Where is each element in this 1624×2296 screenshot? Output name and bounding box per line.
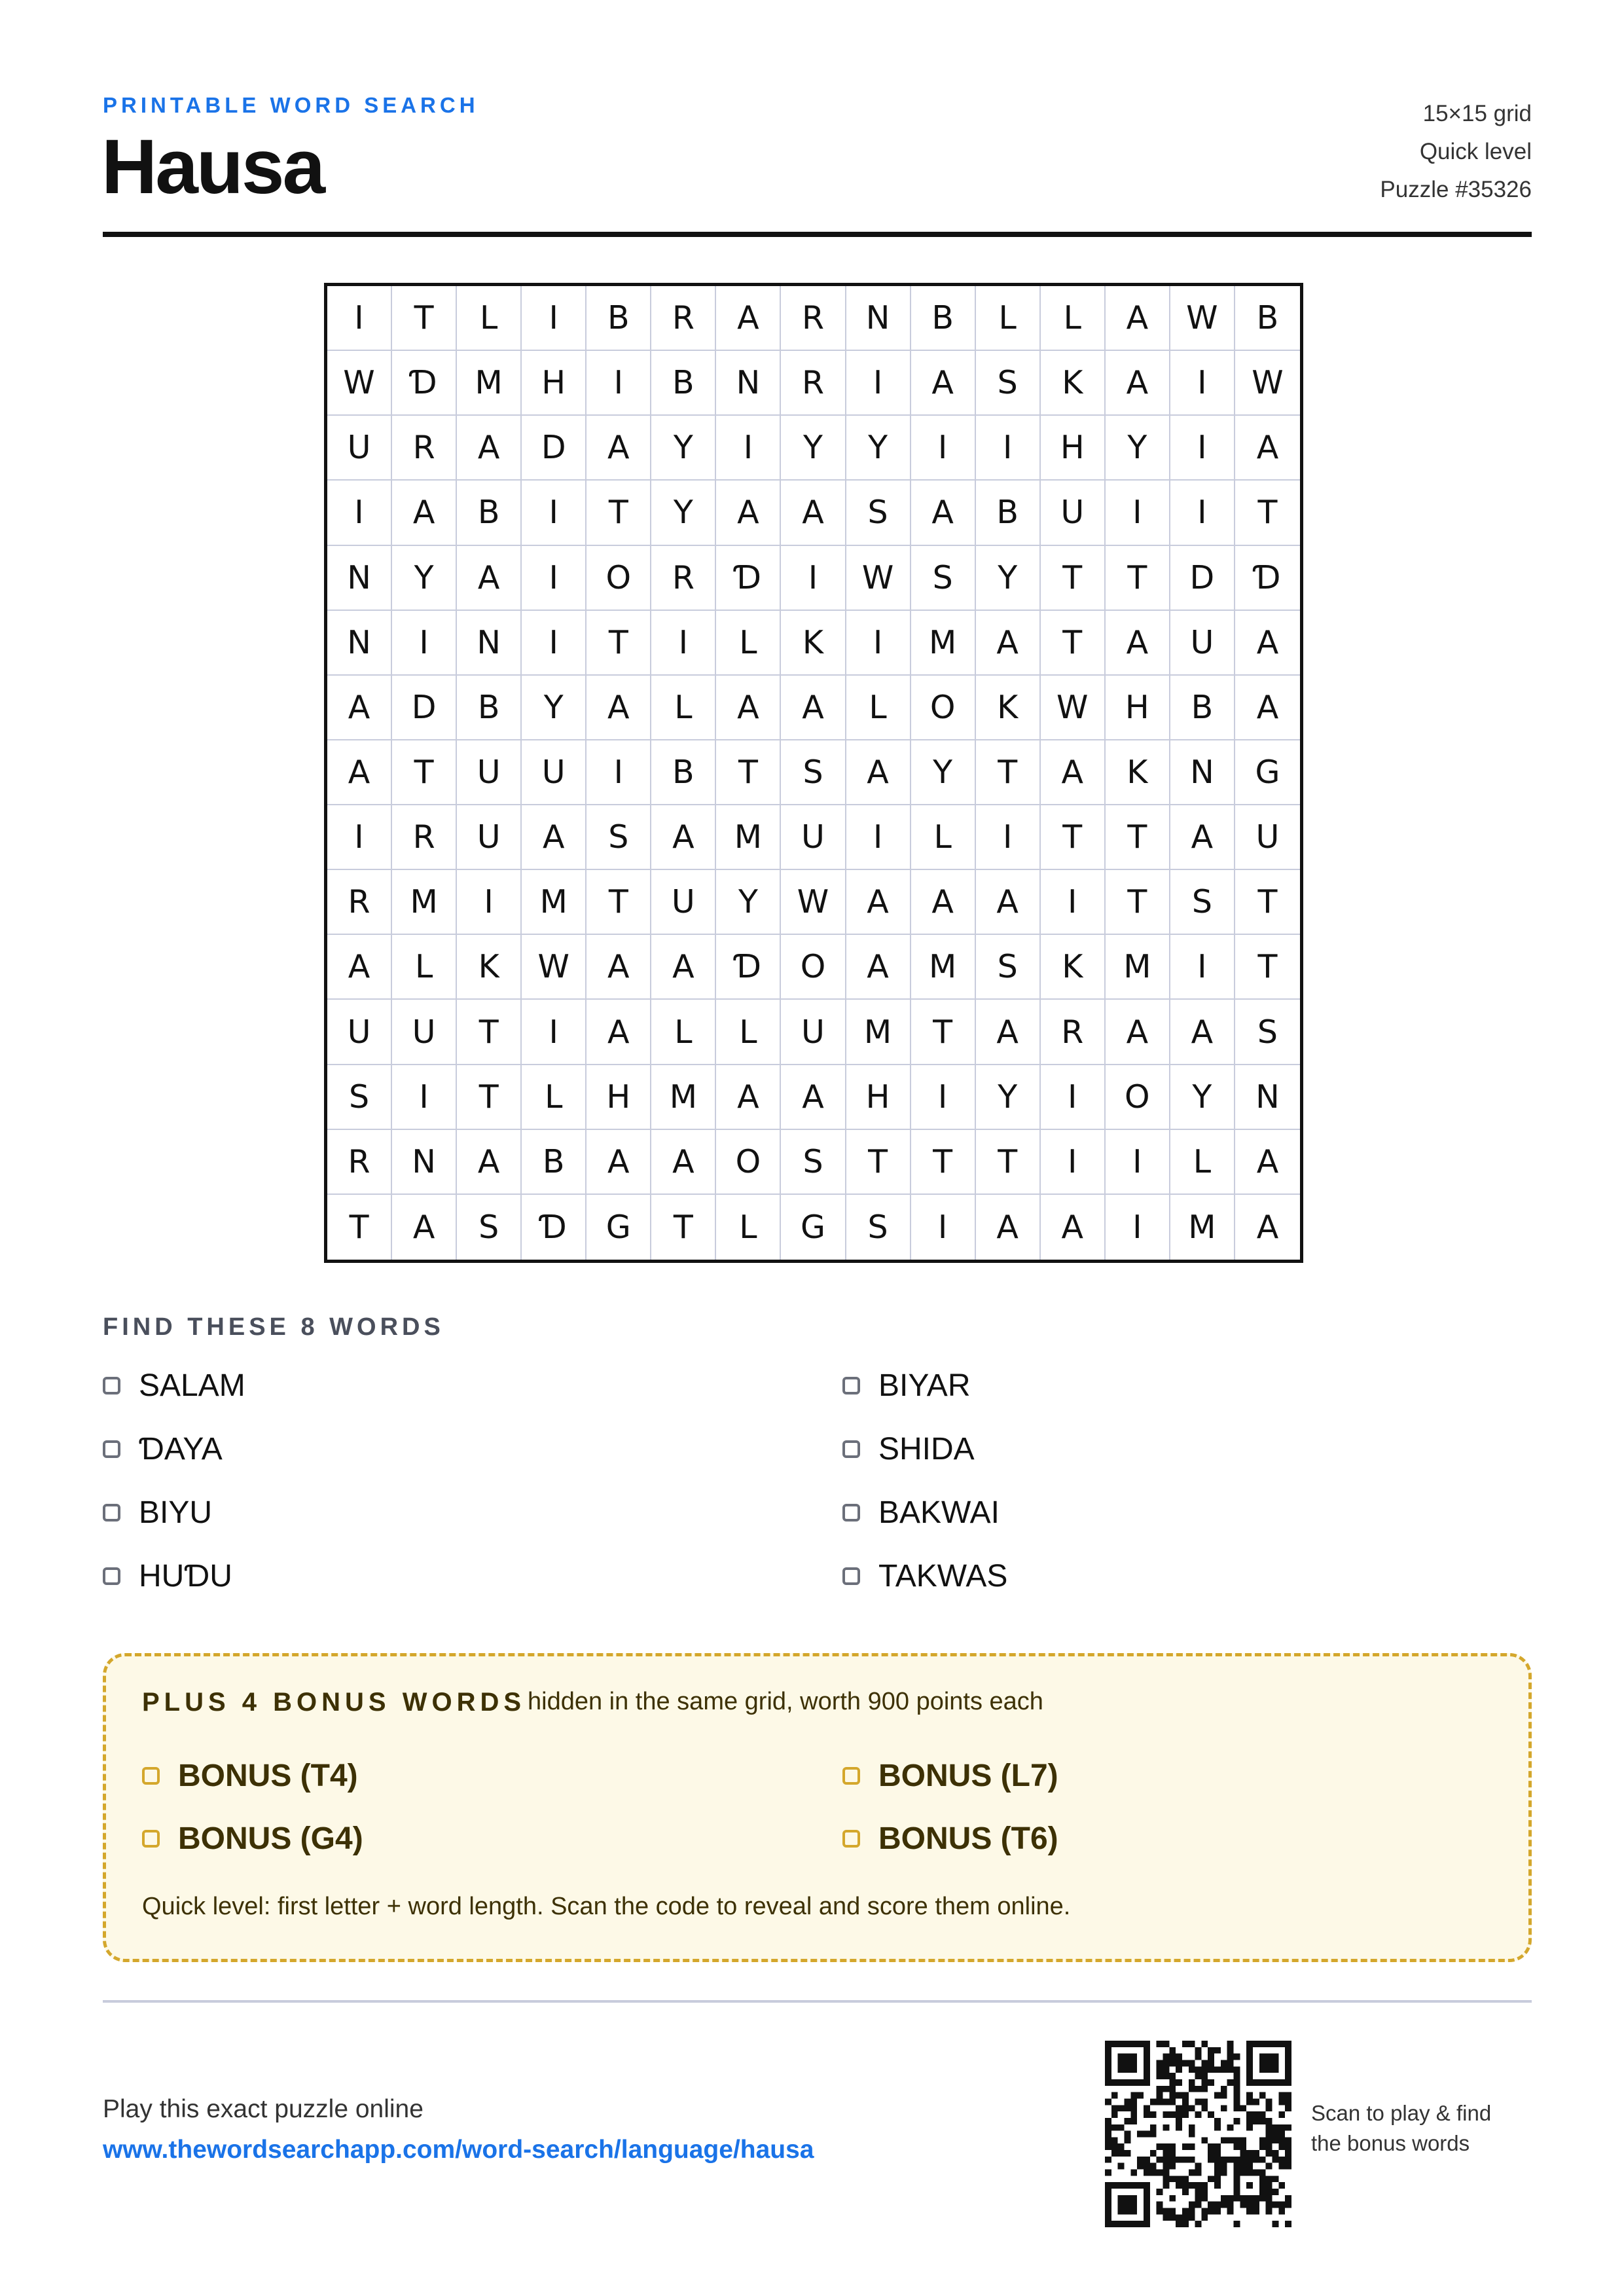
grid-cell[interactable]: T [1106, 805, 1170, 870]
grid-cell[interactable]: M [651, 1065, 716, 1130]
grid-cell[interactable]: A [1041, 740, 1106, 805]
grid-cell[interactable]: T [1106, 870, 1170, 935]
qr-caption-line: the bonus words [1311, 2131, 1470, 2155]
grid-cell[interactable]: L [522, 1065, 586, 1130]
grid-cell[interactable]: W [522, 935, 586, 1000]
grid-cell[interactable]: M [846, 1000, 911, 1065]
grid-cell[interactable]: Ɗ [716, 935, 781, 1000]
grid-cell[interactable]: A [716, 286, 781, 351]
grid-cell[interactable]: T [392, 286, 457, 351]
bonus-item[interactable] [842, 1758, 1058, 1794]
grid-cell[interactable]: D [522, 416, 586, 481]
word-list-heading: FIND THESE 8 WORDS [103, 1313, 444, 1341]
grid-cell[interactable]: B [651, 351, 716, 416]
word-label: SALAM [139, 1368, 245, 1403]
grid-cell[interactable]: A [586, 676, 651, 740]
grid-cell[interactable]: A [716, 676, 781, 740]
grid-cell[interactable]: H [1106, 676, 1170, 740]
grid-cell[interactable]: A [1235, 611, 1300, 676]
word-item[interactable] [842, 1431, 975, 1467]
grid-cell[interactable]: S [846, 1195, 911, 1260]
grid-cell[interactable]: U [457, 805, 522, 870]
word-label: BAKWAI [878, 1495, 1000, 1530]
grid-cell[interactable]: Y [976, 546, 1041, 611]
grid-cell[interactable]: I [392, 611, 457, 676]
grid-cell[interactable]: A [522, 805, 586, 870]
grid-cell[interactable]: A [1106, 286, 1170, 351]
grid-cell[interactable]: U [327, 416, 392, 481]
footer-divider [103, 2000, 1532, 2003]
grid-cell[interactable]: I [522, 1000, 586, 1065]
grid-cell[interactable]: I [846, 611, 911, 676]
puzzle-meta [1380, 95, 1532, 209]
puzzle-kicker: PRINTABLE WORD SEARCH [103, 93, 479, 117]
grid-cell[interactable]: A [1106, 1000, 1170, 1065]
grid-cell[interactable]: A [976, 1195, 1041, 1260]
grid-cell[interactable]: N [327, 546, 392, 611]
word-item[interactable] [103, 1495, 212, 1531]
grid-cell[interactable]: T [392, 740, 457, 805]
grid-cell[interactable]: T [846, 1130, 911, 1195]
grid-cell[interactable]: N [1235, 1065, 1300, 1130]
grid-cell[interactable]: I [1041, 870, 1106, 935]
grid-cell[interactable]: I [976, 416, 1041, 481]
grid-cell[interactable]: A [976, 611, 1041, 676]
qr-caption [1311, 2098, 1491, 2159]
grid-cell[interactable]: I [327, 286, 392, 351]
grid-cell[interactable]: A [392, 1195, 457, 1260]
grid-cell[interactable]: T [1235, 935, 1300, 1000]
bonus-note: Quick level: first letter + word length. Scan the code to reveal and score them online. [142, 1893, 1071, 1920]
grid-cell[interactable]: U [1235, 805, 1300, 870]
bonus-label: BONUS (L7) [878, 1758, 1058, 1793]
grid-cell[interactable]: A [327, 935, 392, 1000]
grid-cell[interactable]: O [716, 1130, 781, 1195]
checkbox-icon[interactable] [842, 1377, 860, 1394]
qr-code-icon[interactable] [1105, 2041, 1291, 2227]
grid-cell[interactable]: A [1256, 1208, 1279, 1246]
grid-cell[interactable]: B [522, 1130, 586, 1195]
grid-cell[interactable]: L [457, 286, 522, 351]
grid-cell[interactable]: D [392, 676, 457, 740]
grid-cell[interactable]: A [1170, 805, 1235, 870]
grid-cell[interactable]: U [522, 740, 586, 805]
grid-cell[interactable]: R [327, 1130, 392, 1195]
grid-cell[interactable]: Y [651, 481, 716, 545]
grid-cell[interactable]: A [846, 935, 911, 1000]
grid-cell[interactable]: T [586, 611, 651, 676]
grid-cell[interactable]: Y [1106, 416, 1170, 481]
grid-cell[interactable]: I [846, 351, 911, 416]
grid-cell[interactable]: A [911, 481, 976, 545]
bonus-item[interactable] [142, 1758, 358, 1794]
grid-cell[interactable]: R [392, 416, 457, 481]
letter-grid [324, 283, 1303, 1263]
grid-cell[interactable]: S [1170, 870, 1235, 935]
grid-cell[interactable]: K [781, 611, 846, 676]
grid-cell[interactable]: I [586, 740, 651, 805]
grid-cell[interactable]: L [392, 935, 457, 1000]
bonus-item[interactable] [842, 1821, 1058, 1857]
grid-cell[interactable]: T [1106, 546, 1170, 611]
puzzle-url-link[interactable]: www.thewordsearchapp.com/word-search/language/hausa [103, 2136, 814, 2164]
grid-cell[interactable]: R [781, 351, 846, 416]
grid-cell[interactable]: T [911, 1130, 976, 1195]
puzzle-id-label: Puzzle #35326 [1380, 177, 1532, 202]
grid-cell[interactable]: S [976, 351, 1041, 416]
grid-cell[interactable]: T [651, 1195, 716, 1260]
grid-cell[interactable]: T [586, 870, 651, 935]
grid-cell[interactable]: U [781, 1000, 846, 1065]
grid-cell[interactable]: I [1041, 1130, 1106, 1195]
grid-cell[interactable]: Y [976, 1065, 1041, 1130]
bonus-label: BONUS (G4) [178, 1821, 363, 1856]
grid-cell[interactable]: I [976, 805, 1041, 870]
grid-cell[interactable]: M [911, 611, 976, 676]
grid-cell[interactable]: Ɗ [1235, 546, 1300, 611]
grid-size-label: 15×15 grid [1422, 101, 1532, 126]
grid-cell[interactable]: A [846, 740, 911, 805]
grid-cell[interactable]: S [457, 1195, 522, 1260]
grid-cell[interactable]: W [1235, 351, 1300, 416]
grid-cell[interactable]: A [1041, 1195, 1106, 1260]
grid-cell[interactable]: L [846, 676, 911, 740]
grid-cell[interactable]: L [1170, 1130, 1235, 1195]
grid-cell[interactable]: A [586, 1130, 651, 1195]
grid-cell[interactable]: M [457, 351, 522, 416]
grid-cell[interactable]: B [586, 286, 651, 351]
grid-cell[interactable]: A [457, 416, 522, 481]
grid-cell[interactable]: W [1170, 286, 1235, 351]
grid-cell[interactable]: T [586, 481, 651, 545]
grid-cell[interactable]: Y [716, 870, 781, 935]
grid-cell[interactable]: H [586, 1065, 651, 1130]
grid-cell[interactable]: T [716, 740, 781, 805]
grid-cell[interactable]: H [522, 351, 586, 416]
grid-cell[interactable]: I [1170, 935, 1235, 1000]
grid-cell[interactable]: I [1106, 1130, 1170, 1195]
grid-cell[interactable]: A [327, 740, 392, 805]
grid-cell[interactable]: I [327, 805, 392, 870]
grid-cell[interactable]: Y [522, 676, 586, 740]
grid-cell[interactable]: A [911, 351, 976, 416]
grid-cell[interactable]: O [1106, 1065, 1170, 1130]
grid-cell[interactable]: A [457, 546, 522, 611]
grid-cell[interactable]: A [327, 676, 392, 740]
grid-cell[interactable]: M [716, 805, 781, 870]
grid-cell[interactable]: U [781, 805, 846, 870]
grid-cell[interactable]: Y [846, 416, 911, 481]
bonus-subheading: hidden in the same grid, worth 900 points each [528, 1688, 1043, 1715]
grid-cell[interactable]: A [1170, 1000, 1235, 1065]
grid-cell[interactable]: M [1170, 1195, 1235, 1260]
grid-cell[interactable]: T [327, 1195, 392, 1260]
grid-cell[interactable]: T [1041, 805, 1106, 870]
grid-cell[interactable]: N [716, 351, 781, 416]
grid-cell[interactable]: A [586, 935, 651, 1000]
grid-cell[interactable]: L [1041, 286, 1106, 351]
grid-cell[interactable]: G [781, 1195, 846, 1260]
grid-cell[interactable]: I [716, 416, 781, 481]
grid-cell[interactable]: U [1170, 611, 1235, 676]
grid-cell[interactable]: W [781, 870, 846, 935]
checkbox-icon[interactable] [842, 1440, 860, 1458]
checkbox-icon[interactable] [842, 1504, 860, 1522]
grid-cell[interactable]: A [457, 1130, 522, 1195]
grid-cell[interactable]: A [651, 935, 716, 1000]
grid-cell[interactable]: I [522, 546, 586, 611]
bonus-item[interactable] [142, 1821, 363, 1857]
grid-cell[interactable]: A [976, 870, 1041, 935]
grid-cell[interactable]: U [651, 870, 716, 935]
grid-cell[interactable]: I [1170, 481, 1235, 545]
grid-cell[interactable]: A [392, 481, 457, 545]
grid-cell[interactable]: A [1106, 611, 1170, 676]
grid-cell[interactable]: O [911, 676, 976, 740]
grid-cell[interactable]: A [716, 1065, 781, 1130]
grid-cell[interactable]: D [1170, 546, 1235, 611]
grid-cell[interactable]: N [846, 286, 911, 351]
word-label: BIYU [139, 1495, 213, 1530]
grid-cell[interactable]: A [976, 1000, 1041, 1065]
bonus-heading: PLUS 4 BONUS WORDS [142, 1688, 526, 1717]
grid-cell[interactable]: I [911, 416, 976, 481]
grid-cell[interactable]: I [327, 481, 392, 545]
grid-cell[interactable]: K [1106, 740, 1170, 805]
grid-cell[interactable]: I [911, 1195, 976, 1260]
grid-cell[interactable]: U [1041, 481, 1106, 545]
word-item[interactable] [842, 1368, 970, 1404]
grid-cell[interactable]: I [522, 286, 586, 351]
grid-cell[interactable]: A [1106, 351, 1170, 416]
grid-cell[interactable]: S [327, 1065, 392, 1130]
grid-cell[interactable]: Y [781, 416, 846, 481]
grid-cell[interactable]: I [392, 1065, 457, 1130]
grid-cell[interactable]: O [781, 935, 846, 1000]
qr-caption-line: Scan to play & find [1311, 2101, 1492, 2125]
grid-cell[interactable]: U [327, 1000, 392, 1065]
grid-cell[interactable]: M [522, 870, 586, 935]
grid-cell[interactable]: A [846, 870, 911, 935]
grid-cell[interactable]: N [392, 1130, 457, 1195]
grid-cell[interactable]: W [1041, 676, 1106, 740]
grid-cell[interactable]: A [1235, 1130, 1300, 1195]
checkbox-icon[interactable] [103, 1440, 120, 1458]
grid-cell[interactable]: T [1041, 611, 1106, 676]
grid-cell[interactable]: A [651, 1130, 716, 1195]
grid-cell[interactable]: K [457, 935, 522, 1000]
grid-cell[interactable]: I [522, 611, 586, 676]
grid-cell[interactable]: A [586, 1000, 651, 1065]
play-online-text: Play this exact puzzle online [103, 2095, 424, 2123]
grid-cell[interactable]: L [651, 676, 716, 740]
word-item[interactable] [842, 1495, 1000, 1531]
grid-cell[interactable]: U [457, 740, 522, 805]
grid-cell[interactable]: I [586, 351, 651, 416]
grid-cell[interactable]: K [1041, 935, 1106, 1000]
grid-cell[interactable]: I [522, 481, 586, 545]
checkbox-icon[interactable] [842, 1567, 860, 1585]
grid-cell[interactable]: Y [1170, 1065, 1235, 1130]
grid-cell[interactable]: A [586, 416, 651, 481]
grid-cell[interactable]: S [586, 805, 651, 870]
grid-cell[interactable]: Y [911, 740, 976, 805]
grid-cell[interactable]: A [781, 676, 846, 740]
grid-cell[interactable]: I [1170, 351, 1235, 416]
grid-cell[interactable]: N [1170, 740, 1235, 805]
checkbox-icon[interactable] [103, 1567, 120, 1585]
grid-cell[interactable]: S [781, 1130, 846, 1195]
grid-cell[interactable]: M [1106, 935, 1170, 1000]
grid-cell[interactable]: R [651, 546, 716, 611]
grid-cell[interactable]: S [911, 546, 976, 611]
grid-cell[interactable]: A [781, 481, 846, 545]
grid-cell[interactable]: S [846, 481, 911, 545]
grid-cell[interactable]: I [1170, 416, 1235, 481]
grid-cell[interactable]: G [586, 1195, 651, 1260]
grid-cell[interactable]: B [1235, 286, 1300, 351]
word-item[interactable] [103, 1558, 232, 1594]
grid-cell[interactable]: I [846, 805, 911, 870]
grid-cell[interactable]: R [327, 870, 392, 935]
grid-cell[interactable]: I [1041, 1065, 1106, 1130]
grid-cell[interactable]: B [911, 286, 976, 351]
bonus-label: BONUS (T6) [878, 1821, 1058, 1856]
grid-cell[interactable]: B [651, 740, 716, 805]
grid-cell[interactable]: A [651, 805, 716, 870]
checkbox-icon[interactable] [103, 1377, 120, 1394]
grid-cell[interactable]: H [846, 1065, 911, 1130]
grid-cell[interactable]: W [846, 546, 911, 611]
grid-cell[interactable]: T [1235, 481, 1300, 545]
grid-cell[interactable]: A [1235, 416, 1300, 481]
page-title: Hausa [101, 124, 324, 210]
grid-cell[interactable]: S [976, 935, 1041, 1000]
grid-cell[interactable]: B [457, 676, 522, 740]
grid-cell[interactable]: G [1235, 740, 1300, 805]
grid-cell[interactable]: S [1235, 1000, 1300, 1065]
level-label: Quick level [1419, 139, 1532, 164]
checkbox-icon[interactable] [842, 1830, 860, 1848]
grid-cell[interactable]: N [457, 611, 522, 676]
grid-cell[interactable]: A [911, 870, 976, 935]
grid-cell[interactable]: S [781, 740, 846, 805]
grid-cell[interactable]: I [457, 870, 522, 935]
grid-cell[interactable]: L [716, 1000, 781, 1065]
grid-cell[interactable]: R [392, 805, 457, 870]
grid-cell[interactable]: H [1041, 416, 1106, 481]
word-item[interactable] [103, 1431, 223, 1467]
word-item[interactable] [103, 1368, 245, 1404]
grid-cell[interactable]: K [976, 676, 1041, 740]
grid-cell[interactable]: T [1235, 870, 1300, 935]
grid-cell[interactable]: A [1235, 676, 1300, 740]
grid-cell[interactable]: K [1041, 351, 1106, 416]
grid-cell[interactable]: I [1106, 1195, 1170, 1260]
grid-cell[interactable]: I [1106, 481, 1170, 545]
grid-cell[interactable]: L [976, 286, 1041, 351]
grid-cell[interactable]: Ɗ [392, 351, 457, 416]
checkbox-icon[interactable] [142, 1767, 160, 1785]
word-label: TAKWAS [878, 1559, 1008, 1594]
grid-cell[interactable]: T [911, 1000, 976, 1065]
word-item[interactable] [842, 1558, 1007, 1594]
grid-cell[interactable]: M [392, 870, 457, 935]
grid-cell[interactable]: Ɗ [522, 1195, 586, 1260]
grid-cell[interactable]: L [716, 1195, 781, 1260]
grid-cell[interactable]: Y [392, 546, 457, 611]
checkbox-icon[interactable] [103, 1504, 120, 1522]
grid-cell[interactable]: A [716, 481, 781, 545]
word-label: HUƊU [139, 1559, 232, 1594]
grid-cell[interactable]: I [651, 611, 716, 676]
grid-cell[interactable]: T [1041, 546, 1106, 611]
grid-cell[interactable]: I [911, 1065, 976, 1130]
grid-cell[interactable]: Y [651, 416, 716, 481]
grid-cell[interactable]: B [1170, 676, 1235, 740]
grid-cell[interactable]: R [781, 286, 846, 351]
grid-cell[interactable]: B [457, 481, 522, 545]
grid-cell[interactable]: T [976, 1130, 1041, 1195]
grid-cell[interactable]: T [457, 1065, 522, 1130]
grid-cell[interactable]: W [327, 351, 392, 416]
grid-cell[interactable]: M [911, 935, 976, 1000]
grid-cell[interactable]: L [716, 611, 781, 676]
grid-cell[interactable]: B [976, 481, 1041, 545]
header-divider [103, 232, 1532, 237]
grid-cell[interactable]: U [392, 1000, 457, 1065]
word-label: BIYAR [878, 1368, 971, 1403]
grid-cell[interactable]: A [781, 1065, 846, 1130]
grid-cell[interactable]: L [651, 1000, 716, 1065]
word-label: ƊAYA [139, 1432, 223, 1467]
checkbox-icon[interactable] [842, 1767, 860, 1785]
word-label: SHIDA [878, 1432, 975, 1467]
grid-cell[interactable]: R [651, 286, 716, 351]
grid-cell[interactable]: N [327, 611, 392, 676]
grid-cell[interactable]: Ɗ [716, 546, 781, 611]
checkbox-icon[interactable] [142, 1830, 160, 1848]
grid-cell[interactable]: L [911, 805, 976, 870]
grid-cell[interactable]: O [586, 546, 651, 611]
grid-cell[interactable]: I [781, 546, 846, 611]
grid-cell[interactable]: T [457, 1000, 522, 1065]
grid-cell[interactable]: R [1041, 1000, 1106, 1065]
bonus-label: BONUS (T4) [178, 1758, 358, 1793]
grid-cell[interactable]: T [976, 740, 1041, 805]
